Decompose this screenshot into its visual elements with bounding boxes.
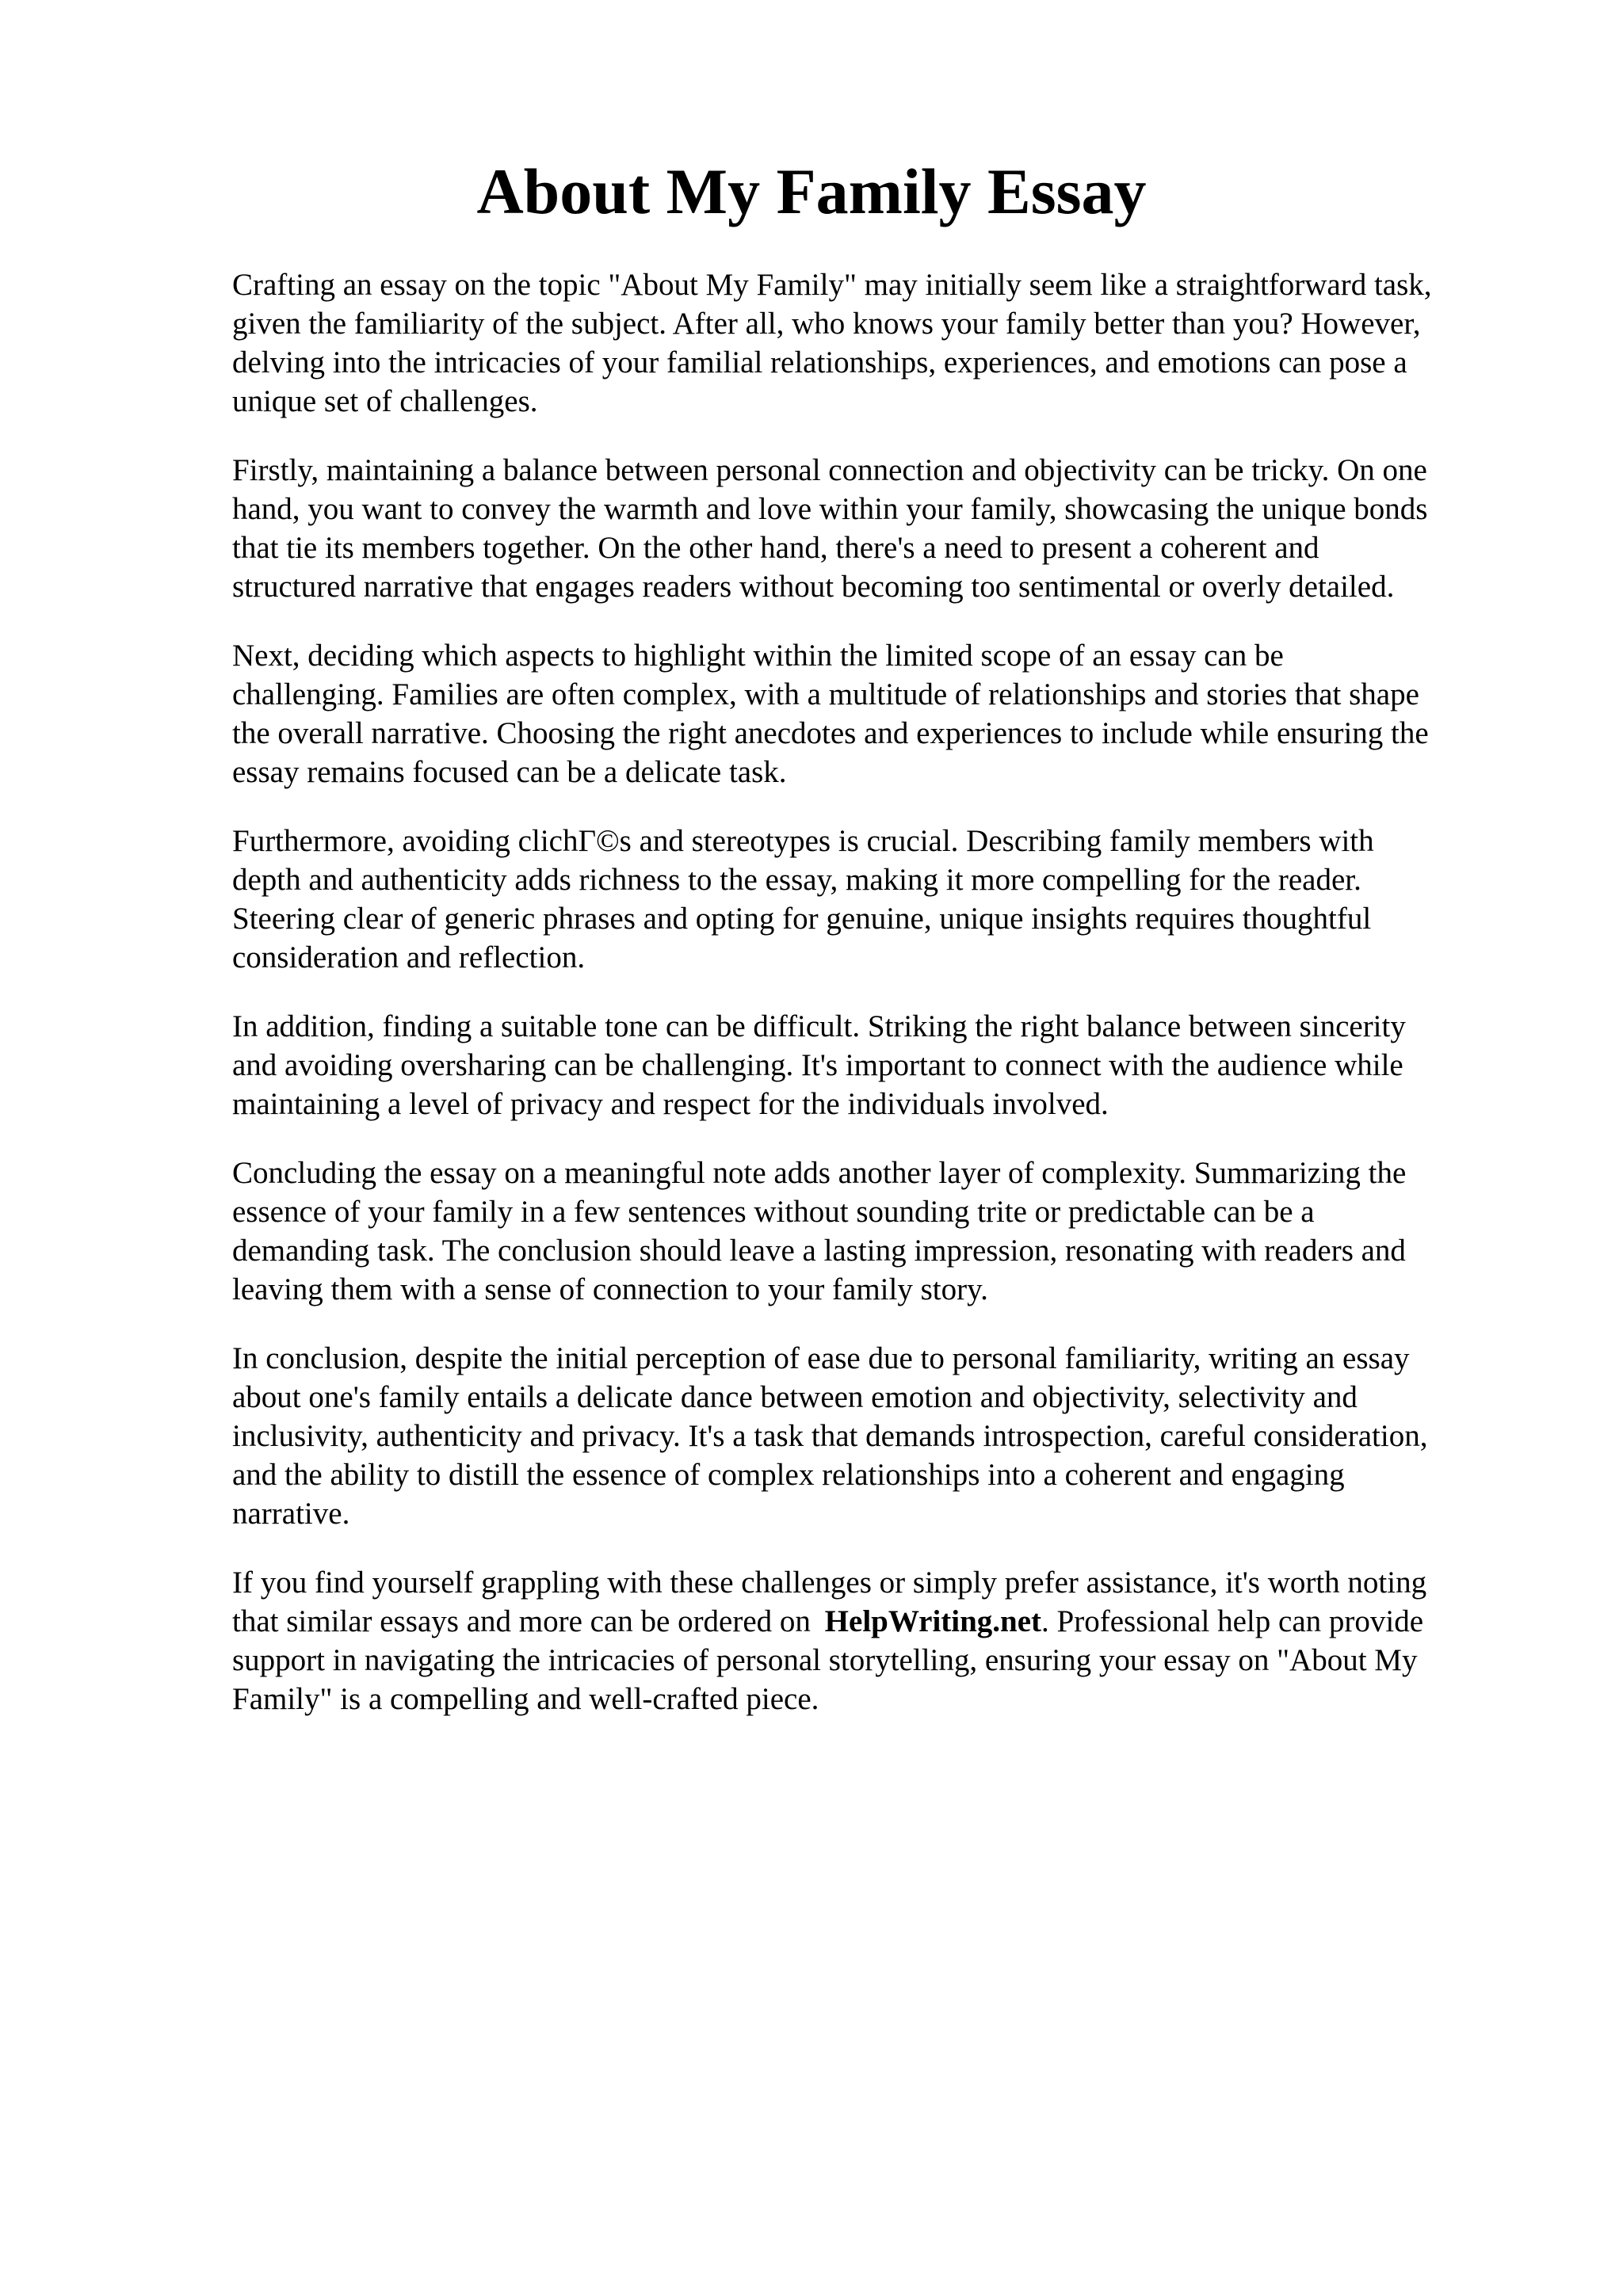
paragraph-intro — [232, 265, 1516, 421]
text-line: structured narrative that engages readers without becoming too sentimental or overly detailed. — [232, 570, 1395, 604]
text-line: challenging. Families are often complex, with a multitude of relationships and stories that shape — [232, 677, 1419, 711]
text-line: Crafting an essay on the topic "About My Family" may initially seem like a straightforward task, — [232, 268, 1432, 302]
text-segment: . Professional help can provide — [1041, 1604, 1424, 1638]
document-body — [232, 265, 1516, 1749]
text-line: the overall narrative. Choosing the right anecdotes and experiences to include while ensuring the — [232, 716, 1429, 750]
text-line: narrative. — [232, 1497, 350, 1531]
text-line: depth and authenticity adds richness to the essay, making it more compelling for the reader. — [232, 863, 1361, 897]
text-line: Firstly, maintaining a balance between personal connection and objectivity can be tricky. On one — [232, 453, 1427, 487]
text-line: consideration and reflection. — [232, 940, 586, 974]
text-line: unique set of challenges. — [232, 384, 538, 418]
text-line: hand, you want to convey the warmth and love within your family, showcasing the unique bonds — [232, 492, 1428, 526]
text-line: delving into the intricacies of your familial relationships, experiences, and emotions can pose a — [232, 345, 1407, 379]
text-line: In addition, finding a suitable tone can be difficult. Striking the right balance between sincerity — [232, 1009, 1406, 1043]
text-line: In conclusion, despite the initial perception of ease due to personal familiarity, writing an essay — [232, 1341, 1410, 1375]
text-line: and avoiding oversharing can be challenging. It's important to connect with the audience while — [232, 1048, 1403, 1082]
paragraph-assistance — [232, 1563, 1516, 1718]
text-line: inclusivity, authenticity and privacy. It's a task that demands introspection, careful consideration, — [232, 1419, 1428, 1453]
text-line: If you find yourself grappling with these challenges or simply prefer assistance, it's worth noting — [232, 1566, 1427, 1600]
text-line: support in navigating the intricacies of personal storytelling, ensuring your essay on "About My — [232, 1643, 1418, 1677]
text-line: leaving them with a sense of connection to your family story. — [232, 1272, 988, 1306]
text-line: maintaining a level of privacy and respect for the individuals involved. — [232, 1087, 1109, 1121]
paragraph-conclusion — [232, 1339, 1516, 1533]
text-line: about one's family entails a delicate dance between emotion and objectivity, selectivity and — [232, 1380, 1358, 1414]
paragraph-aspects — [232, 636, 1516, 791]
paragraph-concluding — [232, 1154, 1516, 1309]
text-line: Steering clear of generic phrases and opting for genuine, unique insights requires thoughtful — [232, 902, 1372, 936]
text-line: Next, deciding which aspects to highlight within the limited scope of an essay can be — [232, 639, 1284, 673]
paragraph-cliches — [232, 822, 1516, 977]
text-segment: that similar essays and more can be ordered on — [232, 1604, 819, 1638]
text-line: Furthermore, avoiding clichГ©s and stereotypes is crucial. Describing family members with — [232, 824, 1374, 858]
text-line: given the familiarity of the subject. After all, who knows your family better than you? However, — [232, 307, 1421, 341]
text-line: Family" is a compelling and well-crafted piece. — [232, 1682, 819, 1716]
text-line: Concluding the essay on a meaningful note adds another layer of complexity. Summarizing the — [232, 1156, 1407, 1190]
document-title: About My Family Essay — [476, 155, 1147, 227]
paragraph-balance — [232, 451, 1516, 606]
text-line: and the ability to distill the essence of complex relationships into a coherent and engaging — [232, 1458, 1345, 1492]
text-line-with-link — [232, 1602, 1516, 1641]
text-line: essence of your family in a few sentences without sounding trite or predictable can be a — [232, 1195, 1315, 1229]
text-line: that tie its members together. On the other hand, there's a need to present a coherent and — [232, 531, 1319, 565]
text-line: demanding task. The conclusion should leave a lasting impression, resonating with readers and — [232, 1234, 1406, 1268]
paragraph-tone — [232, 1007, 1516, 1123]
helpwriting-link[interactable]: HelpWriting.net — [824, 1604, 1042, 1638]
text-line: essay remains focused can be a delicate task. — [232, 755, 787, 789]
